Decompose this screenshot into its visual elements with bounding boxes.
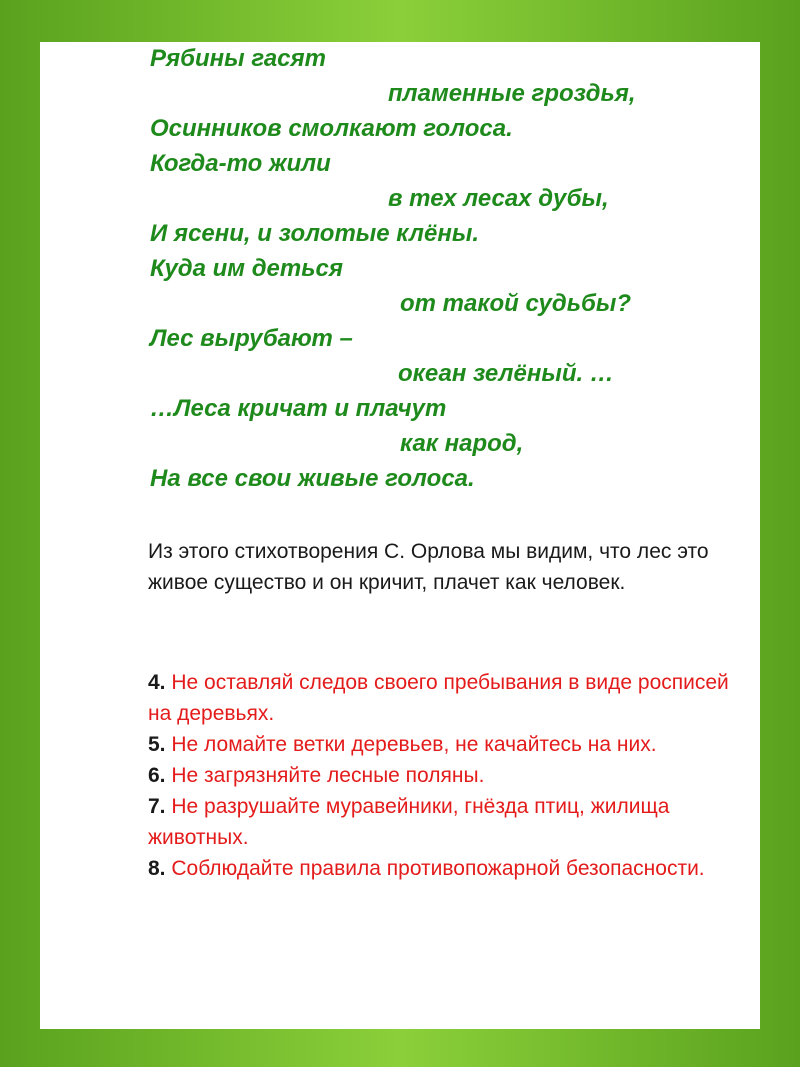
rule-item <box>148 729 748 760</box>
poem-line: Рябины гасят <box>150 45 326 72</box>
poem-line: Лес вырубают – <box>150 325 353 352</box>
rule-item <box>148 853 748 884</box>
poem-line: Когда-то жили <box>150 150 331 177</box>
rule-item <box>148 667 748 729</box>
poem-line: Куда им деться <box>150 255 343 282</box>
rule-number: 6. <box>148 764 166 787</box>
poem-line: …Леса кричат и плачут <box>150 395 447 422</box>
rule-number: 4. <box>148 671 166 694</box>
forest-rules-list <box>148 667 748 884</box>
rule-item <box>148 760 748 791</box>
poem-line: от такой судьбы? <box>400 290 631 317</box>
rule-text: Соблюдайте правила противопожарной безопасности. <box>165 857 705 880</box>
rule-text: Не загрязняйте лесные поляны. <box>165 764 485 787</box>
rule-text: Не разрушайте муравейники, гнёзда птиц, жилища животных. <box>148 795 670 849</box>
rule-item <box>148 791 748 853</box>
rule-text: Не ломайте ветки деревьев, не качайтесь на них. <box>165 733 657 756</box>
poem-line: океан зелёный. … <box>398 360 614 387</box>
poem-line: Осинников смолкают голоса. <box>150 115 513 142</box>
slide-page <box>40 42 760 1029</box>
poem-line: И ясени, и золотые клёны. <box>150 220 479 247</box>
rule-text: Не оставляй следов своего пребывания в виде росписей на деревьях. <box>148 671 729 725</box>
poem-line: На все свои живые голоса. <box>150 465 475 492</box>
poem-line: как народ, <box>400 430 524 457</box>
poem-line: пламенные гроздья, <box>388 80 636 107</box>
rule-number: 5. <box>148 733 166 756</box>
poem-line: в тех лесах дубы, <box>388 185 609 212</box>
poem-commentary: Из этого стихотворения С. Орлова мы видим, что лес это живое существо и он кричит, плачет как человек. <box>148 540 709 594</box>
rule-number: 8. <box>148 857 166 880</box>
rule-number: 7. <box>148 795 166 818</box>
